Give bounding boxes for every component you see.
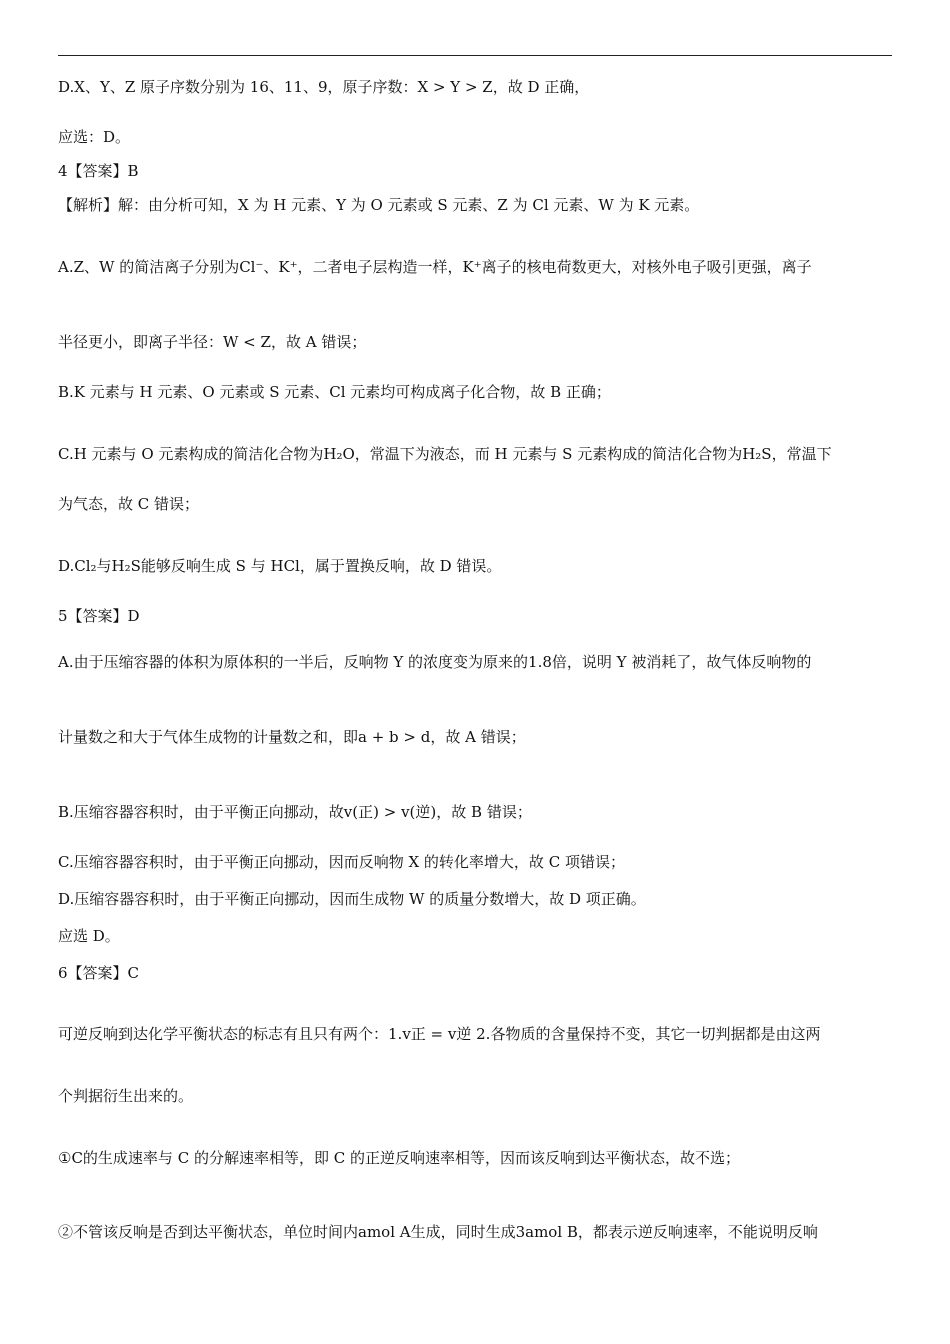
answer-heading: 4【答案】B [58, 162, 139, 180]
text-line: C.H 元素与 O 元素构成的简洁化合物为H₂O，常温下为液态，而 H 元素与 S 元素构成的简洁化合物为H₂S，常温下 [58, 445, 832, 463]
text-line: 个判据衍生出来的。 [58, 1087, 194, 1105]
text-line: ①C的生成速率与 C 的分解速率相等，即 C 的正逆反响速率相等，因而该反响到达平衡状态，故不选； [58, 1149, 740, 1167]
header-rule [58, 55, 892, 56]
answer-heading: 6【答案】C [58, 964, 140, 982]
text-line: D.Cl₂与H₂S能够反响生成 S 与 HCl，属于置换反响，故 D 错误。 [58, 557, 502, 575]
analysis-line: 【解析】解：由分析可知，X 为 H 元素、Y 为 O 元素或 S 元素、Z 为 Cl 元素、W 为 K 元素。 [58, 196, 700, 214]
answer-heading: 5【答案】D [58, 607, 140, 625]
text-line: 半径更小，即离子半径：W < Z，故 A 错误； [58, 333, 367, 351]
text-line: ②不管该反响是否到达平衡状态，单位时间内amol A生成，同时生成3amol B，都表示逆反响速率，不能说明反响 [58, 1223, 818, 1241]
text-line: B.K 元素与 H 元素、O 元素或 S 元素、Cl 元素均可构成离子化合物，故 B 正确； [58, 383, 611, 401]
text-line: C.压缩容器容积时，由于平衡正向挪动，因而反响物 X 的转化率增大，故 C 项错误； [58, 853, 625, 871]
text-line: 应选 D。 [58, 927, 120, 945]
text-line: D.X、Y、Z 原子序数分别为 16、11、9，原子序数：X > Y > Z，故 D 正确， [58, 78, 590, 96]
text-line: 计量数之和大于气体生成物的计量数之和，即a + b > d，故 A 错误； [58, 728, 526, 746]
text-line: A.由于压缩容器的体积为原体积的一半后，反响物 Y 的浓度变为原来的1.8倍，说明 Y 被消耗了，故气体反响物的 [58, 653, 812, 671]
text-line: 应选：D。 [58, 128, 131, 146]
text-line: A.Z、W 的简洁离子分别为Cl⁻、K⁺，二者电子层构造一样，K⁺离子的核电荷数更大，对核外电子吸引更强，离子 [58, 258, 812, 276]
text-line: D.压缩容器容积时，由于平衡正向挪动，因而生成物 W 的质量分数增大，故 D 项正确。 [58, 890, 646, 908]
text-line: B.压缩容器容积时，由于平衡正向挪动，故v(正) > v(逆)，故 B 错误； [58, 803, 532, 821]
text-line: 为气态，故 C 错误； [58, 495, 200, 513]
text-line: 可逆反响到达化学平衡状态的标志有且只有两个：1.v正 = v逆 2.各物质的含量保持不变，其它一切判据都是由这两 [58, 1025, 821, 1043]
